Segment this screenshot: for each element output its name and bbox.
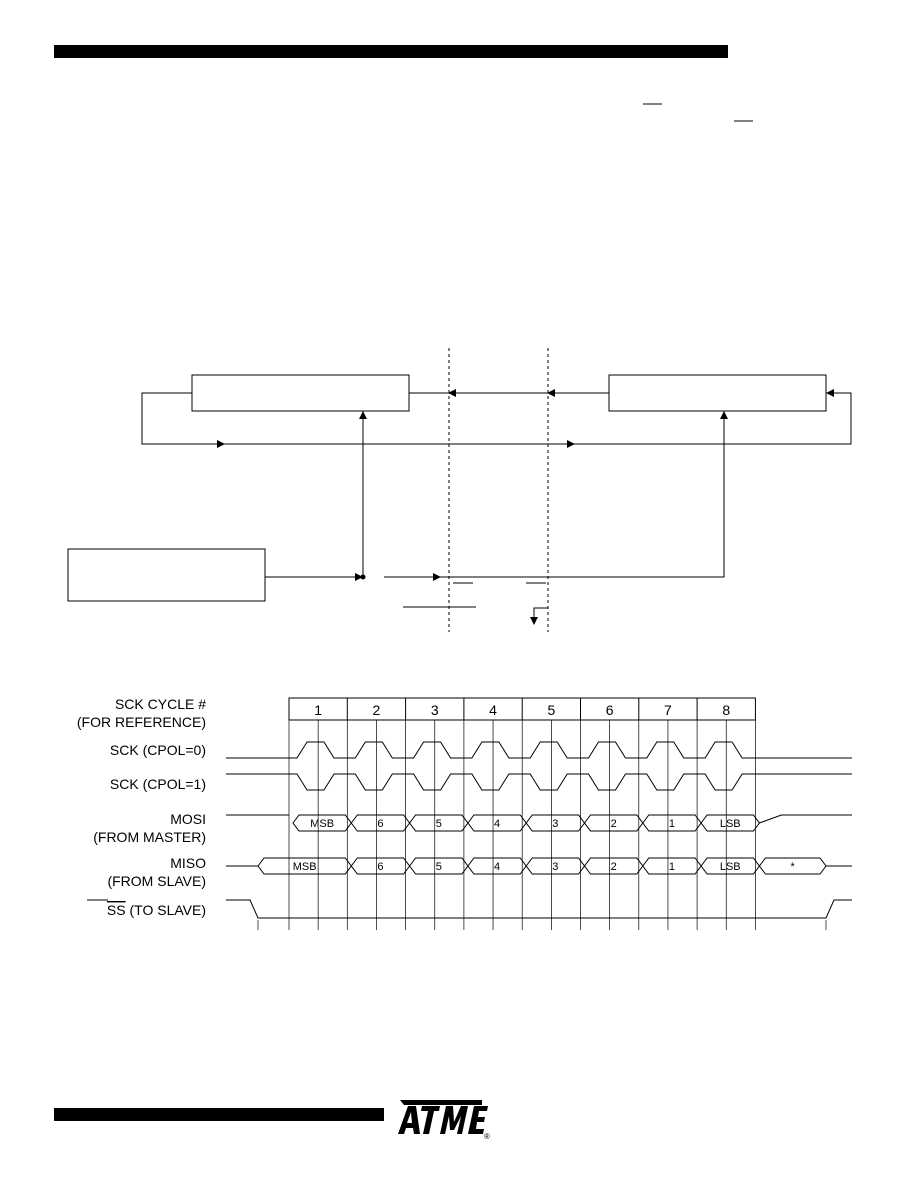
cycle-number: 4 — [489, 702, 497, 718]
miso-bit: LSB — [719, 861, 741, 873]
mosi-bit: 1 — [668, 818, 676, 830]
mosi-label-1: MOSI — [170, 811, 206, 827]
miso-bit: 2 — [610, 861, 617, 873]
miso-bit: 1 — [668, 861, 676, 873]
miso-bit: 3 — [552, 861, 559, 873]
miso-label-1: MISO — [170, 855, 206, 871]
atmel-logo — [396, 1092, 492, 1140]
mosi-bit: LSB — [719, 818, 741, 830]
sck-cpol0-wave — [226, 742, 852, 758]
ss-label-over: SS — [106, 902, 126, 918]
miso-bit: * — [790, 861, 795, 873]
ss-label-rest: (TO SLAVE) — [125, 902, 206, 918]
cycle-number: 8 — [722, 702, 731, 718]
ss-label — [107, 902, 206, 918]
cycle-number: 1 — [314, 702, 323, 718]
cycle-label-2: (FOR REFERENCE) — [76, 714, 206, 730]
mosi-bit: 3 — [552, 818, 559, 830]
miso-label-2: (FROM SLAVE) — [107, 873, 206, 889]
mosi-label-2: (FROM MASTER) — [93, 829, 206, 845]
cycle-label-1: SCK CYCLE # — [114, 696, 206, 712]
cycle-number: 3 — [430, 702, 439, 718]
mosi-idle-right — [759, 815, 852, 823]
mosi-bit: 2 — [610, 818, 617, 830]
mosi-bit: 5 — [435, 818, 442, 830]
mosi-bit: MSB — [310, 818, 335, 830]
sck-cpol1-label: SCK (CPOL=1) — [109, 776, 206, 792]
registered-mark: ® — [484, 1132, 490, 1140]
cycle-number: 6 — [605, 702, 614, 718]
mosi-bit: 4 — [493, 818, 501, 830]
mosi-bit: 6 — [377, 818, 384, 830]
ss-wave — [226, 900, 852, 918]
miso-bit: 6 — [377, 861, 384, 873]
cycle-number: 5 — [547, 702, 556, 718]
sck-cpol1-wave — [226, 774, 852, 790]
miso-bit: 5 — [435, 861, 442, 873]
sck-cpol0-label: SCK (CPOL=0) — [109, 742, 206, 758]
cycle-number: 2 — [372, 702, 381, 718]
miso-bit: 4 — [493, 861, 501, 873]
miso-bit: MSB — [292, 861, 317, 873]
cycle-number: 7 — [664, 702, 672, 718]
